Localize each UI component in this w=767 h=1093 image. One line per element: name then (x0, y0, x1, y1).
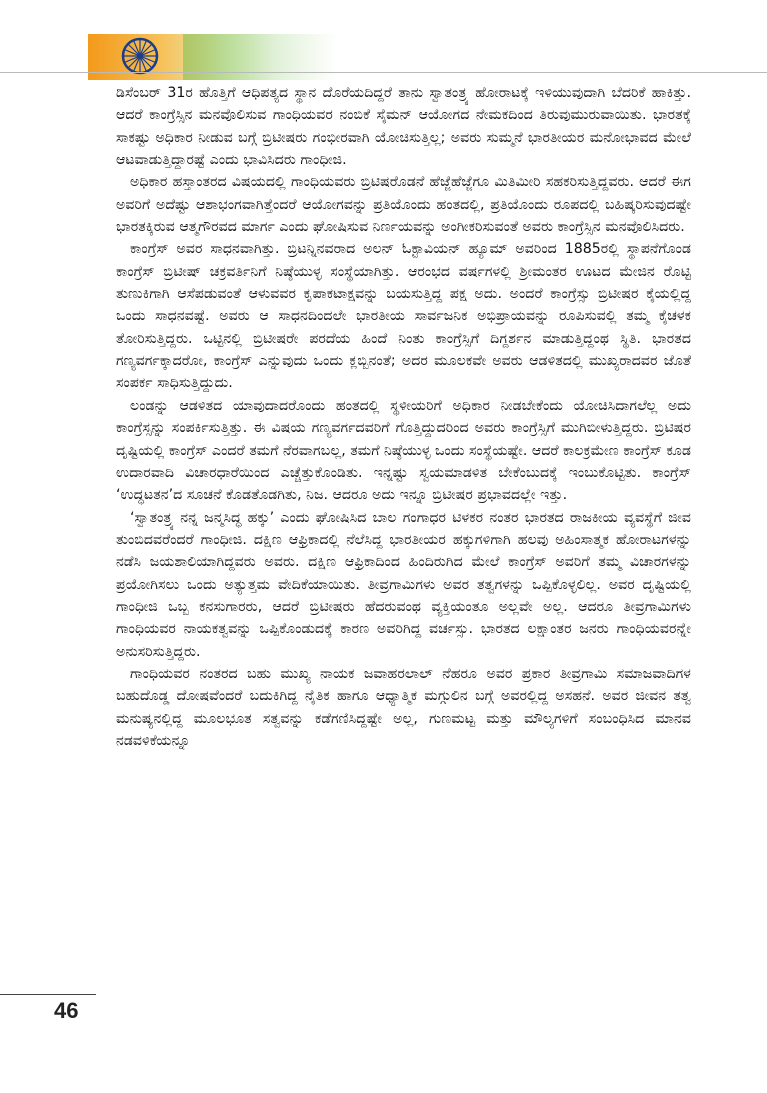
page-number: 46 (54, 998, 79, 1023)
paragraph-3: ಕಾಂಗ್ರೆಸ್ ಅವರ ಸಾಧನವಾಗಿತ್ತು. ಬ್ರಿಟನ್ನಿನವರಾದ ಅಲನ್ ಓಕ್ಟಾವಿಯನ್ ಹ್ಯೂಮ್ ಅವರಿಂದ 1885ರಲ್ಲಿ ಸ್ಥಾಪನೆಗೊಂಡ ಕಾಂಗ್ರೆಸ್ ಬ್ರಿಟೀಷ್ ಚಕ್ರವರ್ತಿನಿಗೆ ನಿಷ್ಠೆಯುಳ್ಳ ಸಂಸ್ಥೆಯಾಗಿತ್ತು. ಆರಂಭದ ವರ್ಷಗಳಲ್ಲಿ ಶ್ರೀಮಂತರ ಊಟದ ಮೇಜಿನ ರೊಟ್ಟಿ ತುಣುಕಿಗಾಗಿ ಆಸೆಪಡುವಂತೆ ಆಳುವವರ ಕೃಪಾಕಟಾಕ್ಷವನ್ನು ಬಯಸುತ್ತಿದ್ದ ಪಕ್ಷ ಅದು. ಅಂದರೆ ಕಾಂಗ್ರೆಸ್ಸು ಬ್ರಿಟೀಷರ ಕೈಯಲ್ಲಿದ್ದ ಒಂದು ಸಾಧನವಷ್ಟೆ. ಅವರು ಆ ಸಾಧನದಿಂದಲೇ ಭಾರತೀಯ ಸಾರ್ವಜನಿಕ ಅಭಿಪ್ರಾಯವನ್ನು ರೂಪಿಸುವಲ್ಲಿ ತಮ್ಮ ಕೈಚಳಕ ತೋರಿಸುತ್ತಿದ್ದರು. ಒಟ್ಟಿನಲ್ಲಿ ಬ್ರಿಟೀಷರೇ ಪರದೆಯ ಹಿಂದೆ ನಿಂತು ಕಾಂಗ್ರೆಸ್ಸಿಗೆ ದಿಗ್ದರ್ಶನ ಮಾಡುತ್ತಿದ್ದಂಥ ಸ್ಥಿತಿ. ಭಾರತದ ಗಣ್ಯವರ್ಗಕ್ಕಾದರೋ, ಕಾಂಗ್ರೆಸ್ ಎನ್ನುವುದು ಒಂದು ಕ್ಲಬ್ಬಿನಂತೆ; ಅದರ ಮೂಲಕವೇ ಅವರು ಆಡಳಿತದಲ್ಲಿ ಮುಖ್ಯರಾದವರ ಜೊತೆ ಸಂಪರ್ಕ ಸಾಧಿಸುತ್ತಿದ್ದುದು. (116, 241, 691, 392)
paragraph-2: ಅಧಿಕಾರ ಹಸ್ತಾಂತರದ ವಿಷಯದಲ್ಲಿ ಗಾಂಧಿಯವರು ಬ್ರಿಟಿಷರೊಡನೆ ಹೆಜ್ಜೆಹೆಜ್ಜೆಗೂ ಮಿತಿಮೀರಿ ಸಹಕರಿಸುತ್ತಿದ್ದವರು. ಆದರೆ ಈಗ ಅವರಿಗೆ ಅದೆಷ್ಟು ಆಶಾಭಂಗವಾಗಿತ್ತೆಂದರೆ ಆಯೋಗವನ್ನು ಪ್ರತಿಯೊಂದು ಹಂತದಲ್ಲಿ, ಪ್ರತಿಯೊಂದು ರೂಪದಲ್ಲಿ ಬಹಿಷ್ಕರಿಸುವುದಷ್ಟೇ ಭಾರತಕ್ಕಿರುವ ಆತ್ಮಗೌರವದ ಮಾರ್ಗ ಎಂದು ಘೋಷಿಸುವ ನಿರ್ಣಯವನ್ನು ಅಂಗೀಕರಿಸುವಂತೆ ಅವರು ಕಾಂಗ್ರೆಸ್ಸಿನ ಮನವೊಲಿಸಿದರು. (116, 174, 691, 236)
footer-rule (0, 994, 96, 995)
paragraph-1: ಡಿಸೆಂಬರ್ 31ರ ಹೊತ್ತಿಗೆ ಆಧಿಪತ್ಯದ ಸ್ಥಾನ ದೊರೆಯದಿದ್ದರೆ ತಾನು ಸ್ವಾತಂತ್ರ್ಯ ಹೋರಾಟಕ್ಕೆ ಇಳಿಯುವುದಾಗಿ ಬೆದರಿಕೆ ಹಾಕಿತ್ತು. ಆದರೆ ಕಾಂಗ್ರೆಸ್ಸಿನ ಮನವೊಲಿಸುವ ಗಾಂಧಿಯವರ ನಂಬಿಕೆ ಸೈಮನ್ ಆಯೋಗದ ನೇಮಕದಿಂದ ತಿರುವುಮುರುವಾಯಿತು. ಭಾರತಕ್ಕೆ ಸಾಕಷ್ಟು ಅಧಿಕಾರ ನೀಡುವ ಬಗ್ಗೆ ಬ್ರಿಟೀಷರು ಗಂಭೀರವಾಗಿ ಯೋಚಿಸುತ್ತಿಲ್ಲ; ಅವರು ಸುಮ್ಮನೆ ಭಾರತೀಯರ ಮನೋಭಾವದ ಮೇಲೆ ಆಟವಾಡುತ್ತಿದ್ದಾರಷ್ಟೆ ಎಂದು ಭಾವಿಸಿದರು ಗಾಂಧೀಜಿ. (116, 85, 691, 169)
header-rule (0, 72, 767, 73)
paragraph-6: ಗಾಂಧಿಯವರ ನಂತರದ ಬಹು ಮುಖ್ಯ ನಾಯಕ ಜವಾಹರಲಾಲ್ ನೆಹರೂ ಅವರ ಪ್ರಕಾರ ತೀವ್ರಗಾಮಿ ಸಮಾಜವಾದಿಗಳ ಬಹುದೊಡ್ಡ ದೋಷವೆಂದರೆ ಬದುಕಿಗಿದ್ದ ನೈತಿಕ ಹಾಗೂ ಆಧ್ಯಾತ್ಮಿಕ ಮಗ್ಗುಲಿನ ಬಗ್ಗೆ ಅವರಲ್ಲಿದ್ದ ಅಸಹನೆ. ಅವರ ಜೀವನ ತತ್ವ ಮನುಷ್ಯನಲ್ಲಿದ್ದ ಮೂಲಭೂತ ಸತ್ವವನ್ನು ಕಡೆಗಣಿಸಿದ್ದಷ್ಟೇ ಅಲ್ಲ, ಗುಣಮಟ್ಟ ಮತ್ತು ಮೌಲ್ಯಗಳಿಗೆ ಸಂಬಂಧಿಸಿದ ಮಾನವ ನಡವಳಿಕೆಯನ್ನೂ (116, 665, 691, 749)
ashoka-chakra-icon (120, 36, 160, 76)
page-body-text (116, 82, 691, 752)
paragraph-5: ‘ಸ್ವಾತಂತ್ರ್ಯ ನನ್ನ ಜನ್ಮಸಿದ್ಧ ಹಕ್ಕು’ ಎಂದು ಘೋಷಿಸಿದ ಬಾಲ ಗಂಗಾಧರ ಟಿಳಕರ ನಂತರ ಭಾರತದ ರಾಜಕೀಯ ವ್ಯವಸ್ಥೆಗೆ ಜೀವ ತುಂಬಿದವರೆಂದರೆ ಗಾಂಧೀಜಿ. ದಕ್ಷಿಣ ಆಫ್ರಿಕಾದಲ್ಲಿ ನೆಲೆಸಿದ್ದ ಭಾರತೀಯರ ಹಕ್ಕುಗಳಿಗಾಗಿ ಹಲವು ಅಹಿಂಸಾತ್ಮಕ ಹೋರಾಟಗಳನ್ನು ನಡೆಸಿ ಜಯಶಾಲಿಯಾಗಿದ್ದವರು ಅವರು. ದಕ್ಷಿಣ ಆಫ್ರಿಕಾದಿಂದ ಹಿಂದಿರುಗಿದ ಮೇಲೆ ಕಾಂಗ್ರೆಸ್ ಅವರಿಗೆ ತಮ್ಮ ವಿಚಾರಗಳನ್ನು ಪ್ರಯೋಗಿಸಲು ಒಂದು ಅತ್ಯುತ್ತಮ ವೇದಿಕೆಯಾಯಿತು. ತೀವ್ರಗಾಮಿಗಳು ಅವರ ತತ್ವಗಳನ್ನು ಒಪ್ಪಿಕೊಳ್ಳಲಿಲ್ಲ. ಅವರ ದೃಷ್ಟಿಯಲ್ಲಿ ಗಾಂಧೀಜಿ ಒಬ್ಬ ಕನಸುಗಾರರು, ಆದರೆ ಬ್ರಿಟೀಷರು ಹೆದರುವಂಥ ವ್ಯಕ್ತಿಯಂತೂ ಅಲ್ಲವೇ ಅಲ್ಲ. ಆದರೂ ತೀವ್ರಗಾಮಿಗಳು ಗಾಂಧಿಯವರ ನಾಯಕತ್ವವನ್ನು ಒಪ್ಪಿಕೊಂಡುದಕ್ಕೆ ಕಾರಣ ಅವರಿಗಿದ್ದ ವರ್ಚಸ್ಸು. ಭಾರತದ ಲಕ್ಷಾಂತರ ಜನರು ಗಾಂಧಿಯವರನ್ನೇ ಅನುಸರಿಸುತ್ತಿದ್ದರು. (116, 509, 691, 660)
paragraph-4: ಲಂಡನ್ನು ಆಡಳಿತದ ಯಾವುದಾದರೊಂದು ಹಂತದಲ್ಲಿ ಸ್ಥಳೀಯರಿಗೆ ಅಧಿಕಾರ ನೀಡಬೇಕೆಂದು ಯೋಚಿಸಿದಾಗಲೆಲ್ಲ ಅದು ಕಾಂಗ್ರೆಸ್ಸನ್ನು ಸಂಪರ್ಕಿಸುತ್ತಿತ್ತು. ಈ ವಿಷಯ ಗಣ್ಯವರ್ಗದವರಿಗೆ ಗೊತ್ತಿದ್ದುದರಿಂದ ಅವರು ಕಾಂಗ್ರೆಸ್ಸಿಗೆ ಮುಗಿಬೀಳುತ್ತಿದ್ದರು. ಬ್ರಿಟಿಷರ ದೃಷ್ಟಿಯಲ್ಲಿ ಕಾಂಗ್ರೆಸ್ ಎಂದರೆ ತಮಗೆ ನೆರವಾಗಬಲ್ಲ, ತಮಗೆ ನಿಷ್ಠೆಯುಳ್ಳ ಒಂದು ಸಂಸ್ಥೆಯಷ್ಟೇ. ಆದರೆ ಕಾಲಕ್ರಮೇಣ ಕಾಂಗ್ರೆಸ್ ಕೂಡ ಉದಾರವಾದಿ ವಿಚಾರಧಾರೆಯಿಂದ ಎಚ್ಚೆತ್ತುಕೊಂಡಿತು. ಇನ್ನಷ್ಟು ಸ್ವಯಮಾಡಳಿತ ಬೇಕೆಂಬುದಕ್ಕೆ ಇಂಬುಕೊಟ್ಟಿತು. ಕಾಂಗ್ರೆಸ್ ‘ಉದ್ಧಟತನ’ದ ಸೂಚನೆ ಕೊಡತೊಡಗಿತು, ನಿಜ. ಆದರೂ ಅದು ಇನ್ನೂ ಬ್ರಿಟೀಷರ ಪ್ರಭಾವದಲ್ಲೇ ಇತ್ತು. (116, 397, 691, 504)
